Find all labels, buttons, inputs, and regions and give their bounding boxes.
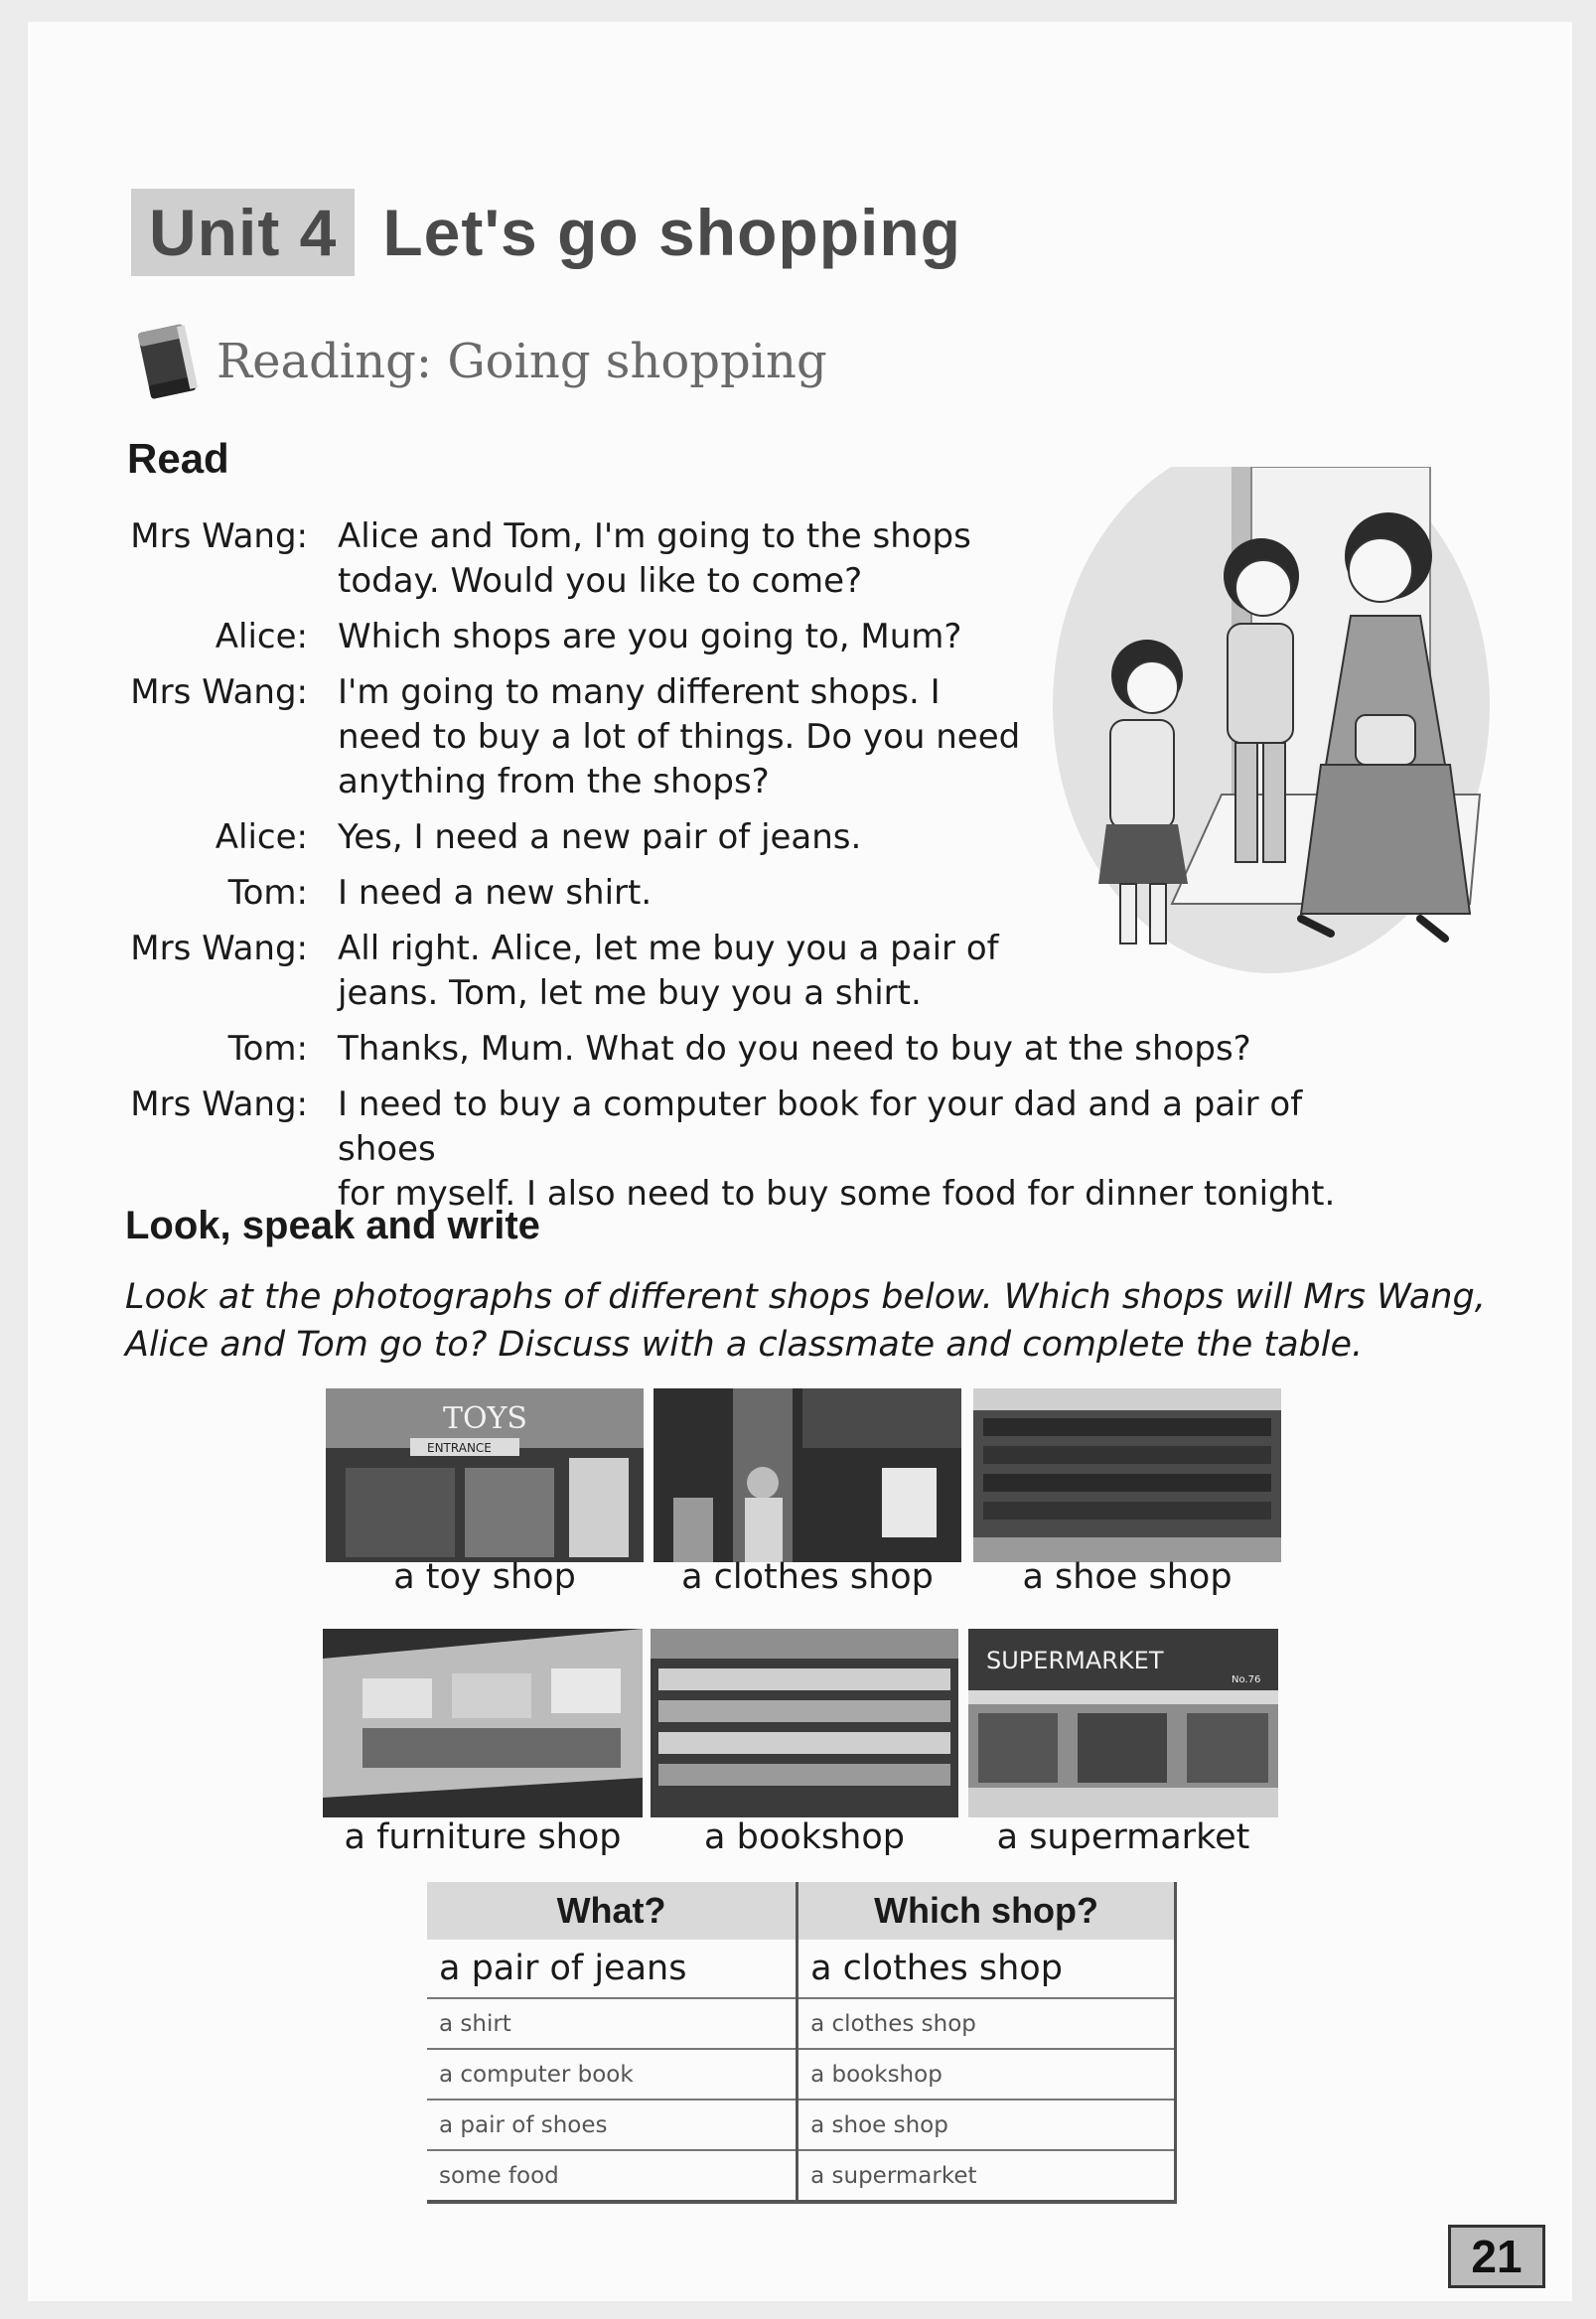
toy-shop-sign: TOYS <box>443 1401 527 1436</box>
table-row <box>427 2100 1176 2150</box>
table-row <box>427 1998 1176 2049</box>
speaker: Tom: <box>227 1029 308 1069</box>
table-cell: a pair of jeans <box>427 1940 798 1998</box>
shopping-table <box>427 1882 1177 2204</box>
table-row <box>427 1940 1176 1998</box>
table-cell: a clothes shop <box>798 1998 1176 2049</box>
toy-shop <box>326 1388 644 1619</box>
supermarket-photo <box>968 1629 1278 1817</box>
table-row <box>427 2049 1176 2100</box>
speaker: Alice: <box>215 617 308 656</box>
clothes-shop-label: a clothes shop <box>681 1557 934 1597</box>
table-cell: a shoe shop <box>798 2100 1176 2150</box>
read-heading: Read <box>127 435 229 482</box>
table-header-row <box>427 1882 1176 1940</box>
table-cell: a pair of shoes <box>427 2100 798 2150</box>
speech: Which shops are you going to, Mum? <box>338 617 962 656</box>
supermarket <box>968 1629 1278 1872</box>
dialogue-line <box>109 1083 1400 1217</box>
speech: Yes, I need a new pair of jeans. <box>338 817 862 857</box>
table-cell: some food <box>427 2150 798 2202</box>
speech: I'm going to many different shops. I need to buy a lot of things. Do you need anything from the shops? <box>338 672 1021 801</box>
book-icon <box>132 320 202 403</box>
toy-shop-photo <box>326 1388 644 1562</box>
furniture-shop <box>323 1629 643 1872</box>
shoe-shop <box>973 1388 1281 1619</box>
bookshop-photo <box>651 1629 958 1817</box>
bookshop <box>651 1629 958 1872</box>
look-heading: Look, speak and write <box>125 1204 540 1247</box>
speech: Alice and Tom, I'm going to the shops today. Would you like to come? <box>338 516 971 601</box>
table-row <box>427 2150 1176 2202</box>
speaker: Tom: <box>227 873 308 913</box>
speaker: Mrs Wang: <box>130 672 308 712</box>
speaker: Mrs Wang: <box>130 929 308 968</box>
furniture-shop-photo <box>323 1629 643 1817</box>
toy-shop-label: a toy shop <box>393 1557 576 1597</box>
bookshop-label: a bookshop <box>704 1817 905 1857</box>
clothes-shop-photo <box>653 1388 961 1562</box>
what-column-header: What? <box>427 1882 798 1940</box>
shoe-shop-label: a shoe shop <box>1022 1557 1233 1597</box>
table-cell: a supermarket <box>798 2150 1176 2202</box>
speaker: Mrs Wang: <box>130 516 308 556</box>
unit-number: Unit 4 <box>131 189 355 276</box>
supermarket-sign: SUPERMARKET <box>986 1647 1164 1674</box>
table-cell: a shirt <box>427 1998 798 2049</box>
furniture-shop-label: a furniture shop <box>344 1817 622 1857</box>
table-cell: a bookshop <box>798 2049 1176 2100</box>
section-title: Reading: Going shopping <box>217 334 827 389</box>
supermarket-number-sign: No.76 <box>1232 1674 1261 1685</box>
supermarket-label: a supermarket <box>996 1817 1250 1857</box>
speech: I need a new shirt. <box>338 873 653 913</box>
instructions: Look at the photographs of different shops below. Which shops will Mrs Wang, Alice and Tom go to? Discuss with a classmate and complete the table. <box>125 1277 1486 1365</box>
page-number: 21 <box>1448 2225 1545 2288</box>
unit-heading: Let's go shopping <box>382 196 961 269</box>
dialogue-line <box>109 1027 1400 1072</box>
table-cell: a computer book <box>427 2049 798 2100</box>
which-shop-column-header: Which shop? <box>798 1882 1176 1940</box>
speaker: Mrs Wang: <box>130 1085 308 1124</box>
clothes-shop <box>653 1388 961 1619</box>
unit-title <box>131 189 975 276</box>
speech: Thanks, Mum. What do you need to buy at the shops? <box>338 1029 1251 1069</box>
speaker: Alice: <box>215 817 308 857</box>
shoe-shop-photo <box>973 1388 1281 1562</box>
speech: All right. Alice, let me buy you a pair of jeans. Tom, let me buy you a shirt. <box>338 929 999 1013</box>
table-cell: a clothes shop <box>798 1940 1176 1998</box>
toy-shop-entrance-sign: ENTRANCE <box>427 1441 492 1455</box>
speech: I need to buy a computer book for your dad and a pair of shoes for myself. I also need to buy some food for dinner tonight. <box>338 1085 1336 1214</box>
illustration-family-at-shop-door <box>1003 467 1490 983</box>
